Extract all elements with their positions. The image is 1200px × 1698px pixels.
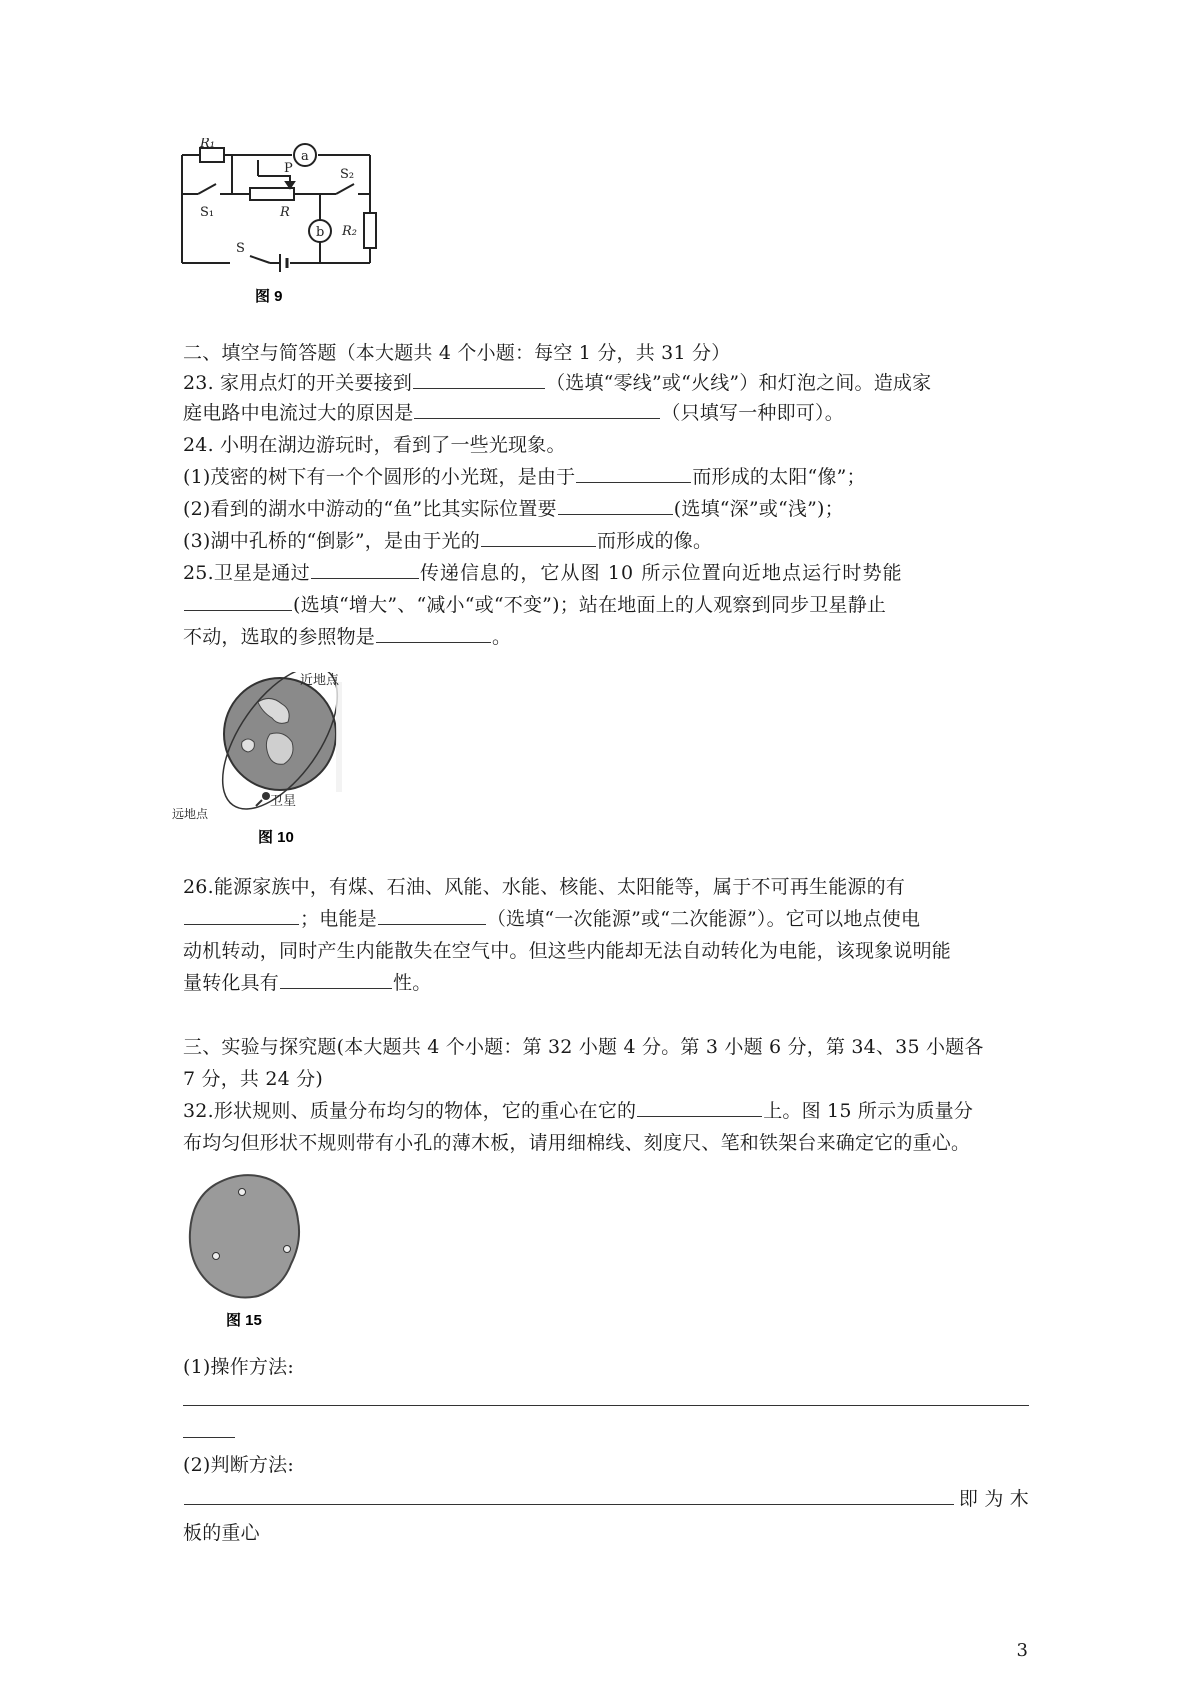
q32-operation-answer-line-2[interactable] bbox=[183, 1437, 235, 1438]
q24-blank-2[interactable] bbox=[558, 494, 673, 515]
q32-blank-1[interactable] bbox=[637, 1096, 762, 1117]
hole-icon bbox=[239, 1189, 246, 1196]
q32-operation-answer-line-1[interactable] bbox=[183, 1405, 1029, 1406]
q23-text-2a: 庭电路中电流过大的原因是 bbox=[183, 402, 414, 424]
label-p: P bbox=[284, 161, 293, 176]
label-r1: R₁ bbox=[200, 138, 215, 151]
label-far-point: 远地点 bbox=[172, 807, 209, 821]
q24-text-1b: 而形成的太阳“像”； bbox=[692, 466, 866, 488]
section-3-heading-1: 三、实验与探究题(本大题共 4 个小题：第 32 小题 4 分。第 3 小题 6 分，第 34、35 小题各 bbox=[183, 1036, 984, 1058]
label-satellite: 卫星 bbox=[270, 794, 297, 809]
label-meter-b: b bbox=[316, 225, 325, 240]
section-2-heading: 二、填空与简答题（本大题共 4 个小题：每空 1 分，共 31 分） bbox=[183, 342, 731, 364]
page-number: 3 bbox=[1016, 1640, 1028, 1661]
section-3-heading-2: 7 分，共 24 分) bbox=[183, 1068, 323, 1090]
q24-text-1a: (1)茂密的树下有一个个圆形的小光斑，是由于 bbox=[183, 466, 576, 488]
q32-text-1a: 32.形状规则、质量分布均匀的物体，它的重心在它的 bbox=[183, 1100, 637, 1122]
q26-text-4a: 量转化具有 bbox=[183, 972, 280, 994]
q32-judge-line bbox=[183, 1484, 1029, 1514]
q24-text-2b: (选填“深”或“浅”)； bbox=[673, 498, 844, 520]
q24-text-3a: (3)湖中孔桥的“倒影”，是由于光的 bbox=[183, 530, 480, 552]
q32-judge-blank[interactable] bbox=[184, 1484, 954, 1505]
q25-text-2b: (选填“增大”、“减小“或“不变”)；站在地面上的人观察到同步卫星静止 bbox=[293, 594, 887, 616]
q25-text-1b: 传递信息的，它从图 10 所示位置向近地点运行时势能 bbox=[419, 562, 903, 584]
figure-9-circuit bbox=[170, 138, 420, 308]
q26-blank-1[interactable] bbox=[184, 904, 299, 925]
q26-line-3: 动机转动，同时产生内能散失在空气中。但这些内能却无法自动转化为电能，该现象说明能 bbox=[183, 940, 952, 962]
q26-text-2b: （选填“一次能源”或“二次能源”）。它可以地点使电 bbox=[486, 908, 921, 930]
q26-text-2a: ；电能是 bbox=[300, 908, 377, 930]
q24-part-1 bbox=[183, 462, 1029, 492]
label-s1: S₁ bbox=[200, 205, 215, 220]
label-meter-a: a bbox=[301, 149, 309, 164]
figure-10-caption: 图 10 bbox=[258, 829, 294, 846]
q24-intro: 24. 小明在湖边游玩时，看到了一些光现象。 bbox=[183, 434, 566, 456]
label-s2: S₂ bbox=[340, 167, 355, 182]
q23-line-1 bbox=[183, 368, 1029, 398]
q32-judge-end: 即 为 木 bbox=[958, 1488, 1029, 1510]
q25-blank-3[interactable] bbox=[376, 622, 491, 643]
q26-line-2 bbox=[183, 904, 1029, 934]
orbit-diagram bbox=[170, 672, 400, 852]
q24-part-3 bbox=[183, 526, 1029, 556]
q23-line-2 bbox=[183, 398, 1029, 428]
q26-line-4 bbox=[183, 968, 1029, 998]
label-r: R bbox=[280, 205, 290, 220]
hole-icon bbox=[213, 1253, 220, 1260]
q23-text-2b: （只填写一种即可）。 bbox=[661, 402, 844, 424]
q26-blank-3[interactable] bbox=[280, 968, 392, 989]
q25-line-2 bbox=[183, 590, 1029, 620]
q24-part-2 bbox=[183, 494, 1029, 524]
q25-line-3 bbox=[183, 622, 1029, 652]
q25-blank-1[interactable] bbox=[311, 558, 419, 579]
q25-line-1 bbox=[183, 558, 1029, 588]
q23-text-1a: 23. 家用点灯的开关要接到 bbox=[183, 372, 413, 394]
q23-text-1b: （选填“零线”或“火线”）和灯泡之间。造成家 bbox=[546, 372, 932, 394]
q24-text-2a: (2)看到的湖水中游动的“鱼”比其实际位置要 bbox=[183, 498, 557, 520]
q26-line-1: 26.能源家族中，有煤、石油、风能、水能、核能、太阳能等，属于不可再生能源的有 bbox=[183, 876, 906, 898]
figure-9-caption: 图 9 bbox=[255, 288, 283, 305]
q32-line-1 bbox=[183, 1096, 1029, 1126]
q32-line-2: 布均匀但形状不规则带有小孔的薄木板，请用细棉线、刻度尺、笔和铁架台来确定它的重心。 bbox=[183, 1132, 971, 1154]
q25-text-3b: 。 bbox=[492, 626, 512, 648]
q25-blank-2[interactable] bbox=[184, 590, 292, 611]
figure-15-caption: 图 15 bbox=[226, 1312, 262, 1329]
q25-text-1a: 25.卫星是通过 bbox=[183, 562, 310, 584]
q26-blank-2[interactable] bbox=[378, 904, 486, 925]
q23-blank-2[interactable] bbox=[414, 398, 660, 419]
label-s: S bbox=[236, 241, 245, 256]
figure-10-satellite-orbit bbox=[170, 672, 400, 852]
circuit-diagram bbox=[170, 138, 420, 308]
q23-blank-1[interactable] bbox=[413, 368, 545, 389]
q24-text-3b: 而形成的像。 bbox=[596, 530, 713, 552]
q32-judge-label: (2)判断方法: bbox=[183, 1454, 294, 1476]
figure-15-irregular-board bbox=[186, 1172, 316, 1332]
q25-text-3a: 不动，选取的参照物是 bbox=[183, 626, 376, 648]
q24-blank-1[interactable] bbox=[576, 462, 691, 483]
q32-judge-tail: 板的重心 bbox=[183, 1522, 260, 1544]
label-near-point: 近地点 bbox=[300, 673, 340, 688]
satellite-icon bbox=[262, 792, 270, 800]
q26-text-4b: 性。 bbox=[393, 972, 432, 994]
q32-operation-label: (1)操作方法: bbox=[183, 1356, 294, 1378]
q32-text-1b: 上。图 15 所示为质量分 bbox=[763, 1100, 974, 1122]
board-diagram bbox=[186, 1172, 316, 1332]
label-r2: R₂ bbox=[342, 224, 357, 239]
hole-icon bbox=[284, 1246, 291, 1253]
q24-blank-3[interactable] bbox=[481, 526, 596, 547]
